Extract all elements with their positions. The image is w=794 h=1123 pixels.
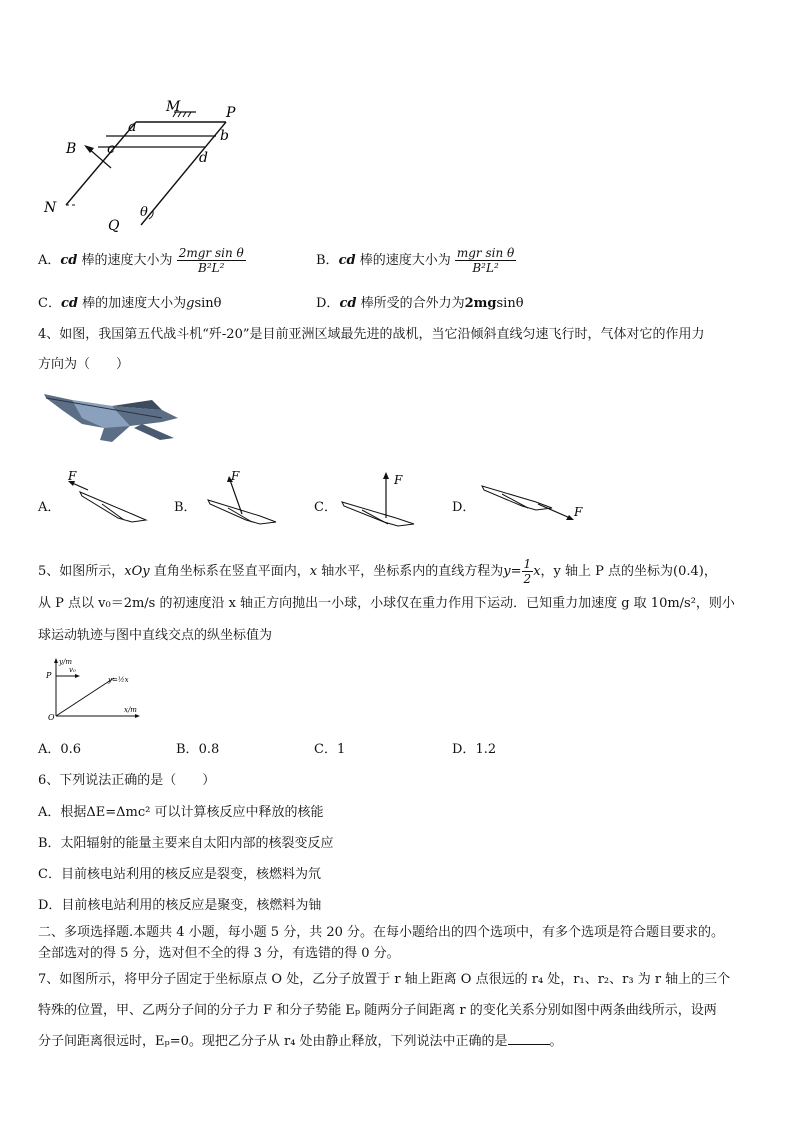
q7-stem-line1: 7、如图所示，将甲分子固定于坐标原点 O 处，乙分子放置于 r 轴上距离 O 点很远的 r₄ 处，r₁、r₂、r₃ 为 r 轴上的三个 — [38, 972, 731, 987]
svg-text:F: F — [394, 473, 403, 487]
q4-option-c: C． — [314, 500, 337, 515]
q6-option-a: A．根据ΔE=Δmc² 可以计算核反应中释放的核能 — [38, 805, 324, 820]
label-b: b — [220, 128, 229, 144]
q6-option-b: B．太阳辐射的能量主要来自太阳内部的核裂变反应 — [38, 836, 334, 851]
section2-line1: 二、多项选择题.本题共 4 小题，每小题 5 分，共 20 分。在每小题给出的四个选项中，有多个选项是符合题目要求的。 — [38, 925, 725, 940]
q5-option-a: A．0.6 — [38, 742, 82, 757]
svg-text:v₀: v₀ — [69, 666, 76, 674]
svg-text:P: P — [46, 671, 52, 680]
q4-stem-line1: 4、如图，我国第五代战斗机“歼-20”是目前亚洲区域最先进的战机，当它沿倾斜直线匀速飞行时，气体对它的作用力 — [38, 327, 705, 342]
svg-text:F: F — [231, 469, 240, 483]
q5-option-b: B．0.8 — [176, 742, 220, 757]
q4-diagram-d — [478, 476, 588, 528]
q5-stem-line3: 球运动轨迹与图中直线交点的纵坐标值为 — [38, 628, 273, 643]
q6-option-c: C．目前核电站利用的核反应是裂变，核燃料为氘 — [38, 867, 321, 882]
svg-text:F: F — [574, 505, 583, 519]
q7-stem-line2: 特殊的位置，甲、乙两分子间的分子力 F 和分子势能 Eₚ 随两分子间距离 r 的变化关系分别如图中两条曲线所示，设两 — [38, 1003, 717, 1018]
label-N: N — [44, 200, 57, 216]
svg-text:F: F — [68, 470, 77, 483]
label-d: d — [199, 150, 208, 166]
q5-option-d: D．1.2 — [452, 742, 497, 757]
svg-text:y/m: y/m — [59, 658, 72, 666]
label-B: B — [66, 141, 77, 157]
q4-option-d: D． — [452, 500, 476, 515]
answer-blank[interactable] — [508, 1032, 550, 1045]
fighter-jet-image — [42, 388, 182, 450]
q3-option-a: A．cd 棒的速度大小为 $\frac{\text{2mgr sin θ}}{\text{B²L²}}$ — [38, 246, 244, 275]
q5-stem-line2: 从 P 点以 v₀＝2m/s 的初速度沿 x 轴正方向抛出一小球，小球仅在重力作用下运动．已知重力加速度 g 取 10m/s²，则小 — [38, 596, 735, 611]
section2-line2: 全部选对的得 5 分，选对但不全的得 3 分，有选错的得 0 分。 — [38, 946, 400, 961]
q4-diagram-b — [198, 468, 288, 530]
q4-diagram-a — [62, 470, 152, 528]
svg-text:y=½x: y=½x — [108, 676, 129, 684]
q4-stem-line2: 方向为（ ） — [38, 357, 130, 372]
q4-option-b: B． — [174, 500, 197, 515]
q3-option-c: C．cd 棒的加速度大小为gsinθ — [38, 296, 222, 311]
label-a: a — [128, 119, 137, 135]
q3-option-d: D．cd 棒所受的合外力为2mgsinθ — [316, 296, 524, 311]
label-Q: Q — [108, 218, 120, 233]
label-P: P — [226, 105, 236, 121]
q3-option-b: B．cd 棒的速度大小为 $\frac{\text{mgr sin θ}}{\text{B²L²}}$ — [316, 246, 515, 275]
svg-text:x/m: x/m — [124, 706, 137, 714]
q7-stem-line3: 分子间距离很远时，Eₚ=0。现把乙分子从 r₄ 处由静止释放，下列说法中正确的是 。 — [38, 1034, 563, 1049]
q4-option-a: A． — [38, 500, 61, 515]
q6-stem: 6、下列说法正确的是（ ） — [38, 773, 216, 788]
q5-option-c: C．1 — [314, 742, 346, 757]
q4-diagram-c — [336, 470, 436, 530]
label-theta: θ — [140, 205, 148, 220]
q6-option-d: D．目前核电站利用的核反应是聚变，核燃料为铀 — [38, 898, 322, 913]
rail-diagram — [36, 98, 256, 233]
q5-stem-line1: 5、如图所示，xOy 直角坐标系在竖直平面内，x 轴水平，坐标系内的直线方程为y= $\frac{1}{2}$ x，y 轴上 P 点的坐标为(0.4)， — [38, 557, 717, 586]
q5-graph — [42, 656, 142, 722]
label-M: M — [166, 99, 181, 115]
label-c: c — [107, 141, 115, 157]
svg-text:O: O — [48, 713, 55, 722]
